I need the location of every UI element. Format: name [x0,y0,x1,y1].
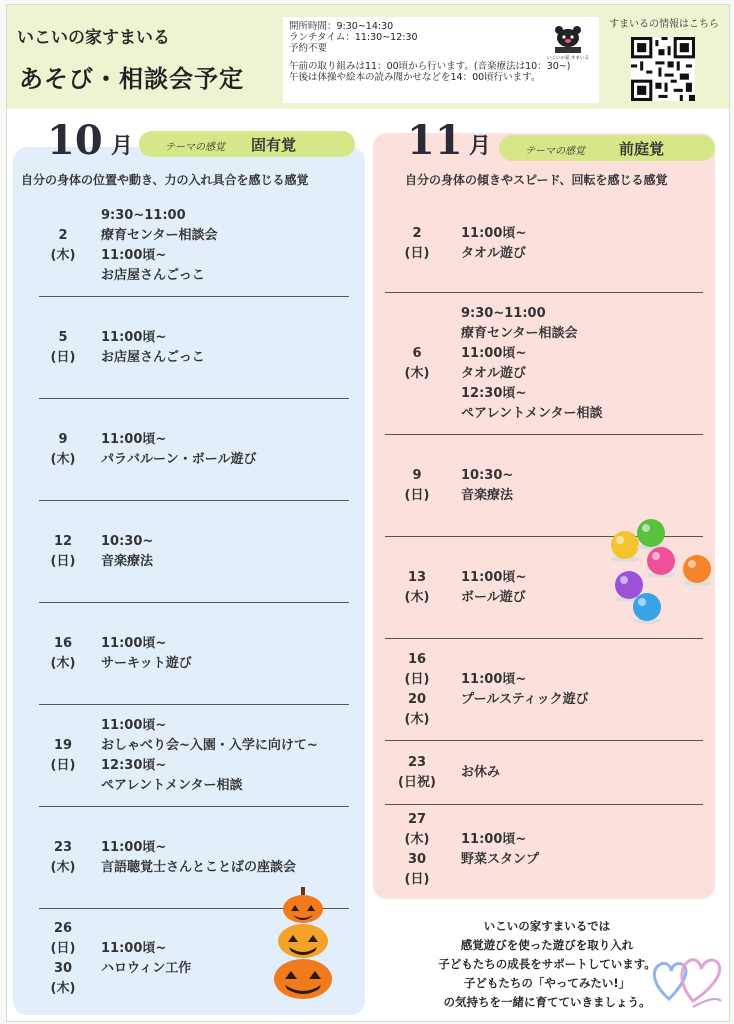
october-description: 自分の身体の位置や動き、力の入れ具合を感じる感覚 [21,173,309,187]
hours-box [283,17,599,103]
event-text: 9:30~11:00 [461,306,546,321]
schedule-events [461,670,589,710]
day-text: 2 [412,226,422,241]
day-text: (日) [50,350,76,365]
ball-highlight [652,552,660,560]
day-text: (木) [50,656,76,671]
event-text: お店屋さんごっこ [101,268,205,283]
event-text: 11:00頃~ [461,570,527,585]
october-month-suffix: 月 [111,134,134,159]
schedule-day [41,634,85,674]
schedule-row [385,741,703,805]
event-text: ハロウィン工作 [101,961,192,976]
event-text: サーキット遊び [101,656,192,671]
schedule-row [39,399,349,501]
qr-label: すまいるの情報はこちら [609,19,719,30]
day-text: (木) [404,712,430,727]
day-text: (日) [404,246,430,261]
schedule-events [461,763,500,783]
ball [647,547,675,575]
day-text: (木) [50,981,76,996]
event-text: 12:30頃~ [461,386,527,401]
schedule-events [101,939,191,979]
event-text: ボール遊び [461,590,526,605]
logo-text: いこいの家 すまいる [547,56,589,61]
event-text: 音楽療法 [101,554,154,569]
day-text: (日祝) [398,775,436,790]
day-text: (日) [50,758,76,773]
event-text: 9:30~11:00 [101,208,186,223]
schedule-day [41,430,85,470]
day-text: (日) [404,672,430,687]
schedule-events [101,206,217,286]
event-text: 10:30~ [461,468,514,483]
closing-line: の気持ちを一緒に育てていきましょう。 [443,995,651,1009]
event-text: お店屋さんごっこ [101,350,205,365]
ball [611,531,639,559]
closing-line: いこいの家すまいるでは [483,919,611,933]
notice-line: 午後は体操や絵本の読み聞かせなどを14：00頃行います。 [289,72,541,83]
day-text: (木) [50,452,76,467]
day-text: (日) [404,872,430,887]
day-text: 19 [53,738,73,753]
schedule-row [385,639,703,741]
heart-icon [649,941,723,1009]
brand-name: いこいの家すまいる [17,28,170,48]
event-text: ペアレントメンター相談 [461,406,603,421]
day-text: 9 [412,468,422,483]
schedule-row [39,603,349,705]
day-text: (日) [404,488,430,503]
event-text: 11:00頃~ [101,636,167,651]
event-text: お休み [461,765,501,780]
schedule-day [41,919,85,999]
day-text: 26 [53,921,73,936]
schedule-events [461,830,539,870]
event-text: おしゃべり会~入園・入学に向けて~ [101,738,318,753]
day-text: 12 [53,534,73,549]
ball-highlight [616,536,624,544]
schedule-day [395,810,439,890]
schedule-row [39,705,349,807]
event-text: 11:00頃~ [101,718,167,733]
event-text: プールスティック遊び [461,692,589,707]
day-text: (木) [404,832,430,847]
event-text: タオル遊び [461,366,527,381]
schedule-row [39,297,349,399]
november-month-suffix: 月 [469,134,492,159]
day-text: (木) [404,366,430,381]
day-text: 2 [58,228,68,243]
colorful-balls-icon [603,515,719,627]
hours-line: 予約不要 [289,43,328,54]
schedule-day [395,344,439,384]
hours-line: 開所時間：9:30~14:30 [289,21,394,32]
day-text: 23 [53,840,73,855]
schedule-day [41,736,85,776]
event-text: 12:30頃~ [101,758,167,773]
schedule-day [41,226,85,266]
event-text: 言語聴覚士さんとことばの座談会 [101,860,297,875]
event-text: 11:00頃~ [101,840,167,855]
schedule-events [101,532,153,572]
schedule-events [461,466,513,506]
day-text: 23 [407,755,427,770]
ball-highlight [620,576,628,584]
day-text: 13 [407,570,427,585]
day-text: 30 [407,852,427,867]
october-month-number: 10 [47,117,103,164]
schedule-day [41,838,85,878]
bear-logo-icon [545,23,591,61]
november-theme-badge [499,135,715,161]
event-text: 11:00頃~ [461,832,527,847]
event-text: 11:00頃~ [101,432,167,447]
closing-line: 感覚遊びを使った遊びを取り入れ [460,938,634,952]
page-title: あそび・相談会予定 [19,65,244,93]
event-text: 療育センター相談会 [461,326,578,341]
day-text: 27 [407,812,427,827]
day-text: (木) [50,248,76,263]
day-text: 16 [407,652,427,667]
event-text: 音楽療法 [461,488,514,503]
schedule-events [461,304,603,424]
schedule-events [461,568,526,608]
theme-value: 固有覚 [251,136,297,154]
pumpkin-icon [271,885,335,1003]
day-text: 9 [58,432,68,447]
event-text: 11:00頃~ [461,672,527,687]
day-text: (木) [404,590,430,605]
event-text: 11:00頃~ [101,248,167,263]
event-text: 11:00頃~ [101,941,167,956]
qr-code-icon[interactable] [631,37,695,101]
theme-label: テーマの感覚 [165,142,225,153]
november-month-number: 11 [407,117,463,164]
day-text: 30 [53,961,73,976]
day-text: (日) [50,941,76,956]
schedule-day [395,753,439,793]
schedule-events [101,838,296,878]
schedule-events [101,328,205,368]
ball-highlight [688,560,696,568]
event-text: タオル遊び [461,246,527,261]
event-text: 11:00頃~ [461,226,527,241]
event-text: パラバルーン・ボール遊び [101,452,257,467]
closing-line: 子どもたちの成長をサポートしています。 [438,957,656,971]
schedule-day [395,224,439,264]
schedule-row [385,195,703,293]
schedule-row [385,805,703,895]
ball-highlight [642,524,650,532]
schedule-day [41,532,85,572]
day-text: (日) [50,554,76,569]
event-text: ペアレントメンター相談 [101,778,243,793]
schedule-day [395,466,439,506]
ball [615,571,643,599]
event-text: 野菜スタンプ [461,852,540,867]
november-description: 自分の身体の傾きやスピード、回転を感じる感覚 [405,173,668,187]
schedule-row [385,293,703,435]
event-text: 11:00頃~ [461,346,527,361]
event-text: 11:00頃~ [101,330,167,345]
day-text: 5 [58,330,68,345]
ball-highlight [638,598,646,606]
ball [637,519,665,547]
october-theme-badge [139,131,355,157]
hours-line: ランチタイム：11:30~12:30 [289,32,418,43]
theme-value: 前庭覚 [619,140,665,158]
day-text: (木) [50,860,76,875]
flyer-page [6,4,730,1022]
day-text: 16 [53,636,73,651]
schedule-day [41,328,85,368]
day-text: 6 [412,346,422,361]
ball [683,555,711,583]
schedule-row [39,501,349,603]
event-text: 10:30~ [101,534,154,549]
schedule-row [39,195,349,297]
day-text: 20 [407,692,427,707]
theme-label: テーマの感覚 [525,146,585,157]
closing-line: 子どもたちの「やってみたい!」 [463,976,631,990]
schedule-events [461,224,526,264]
header [7,5,729,109]
event-text: 療育センター相談会 [101,228,218,243]
ball [633,593,661,621]
schedule-events [101,716,318,796]
schedule-day [395,568,439,608]
schedule-events [101,430,256,470]
schedule-day [395,650,439,730]
notice-line: 午前の取り組みは11：00頃から行います。(音楽療法は10：30~) [289,61,571,72]
schedule-events [101,634,192,674]
